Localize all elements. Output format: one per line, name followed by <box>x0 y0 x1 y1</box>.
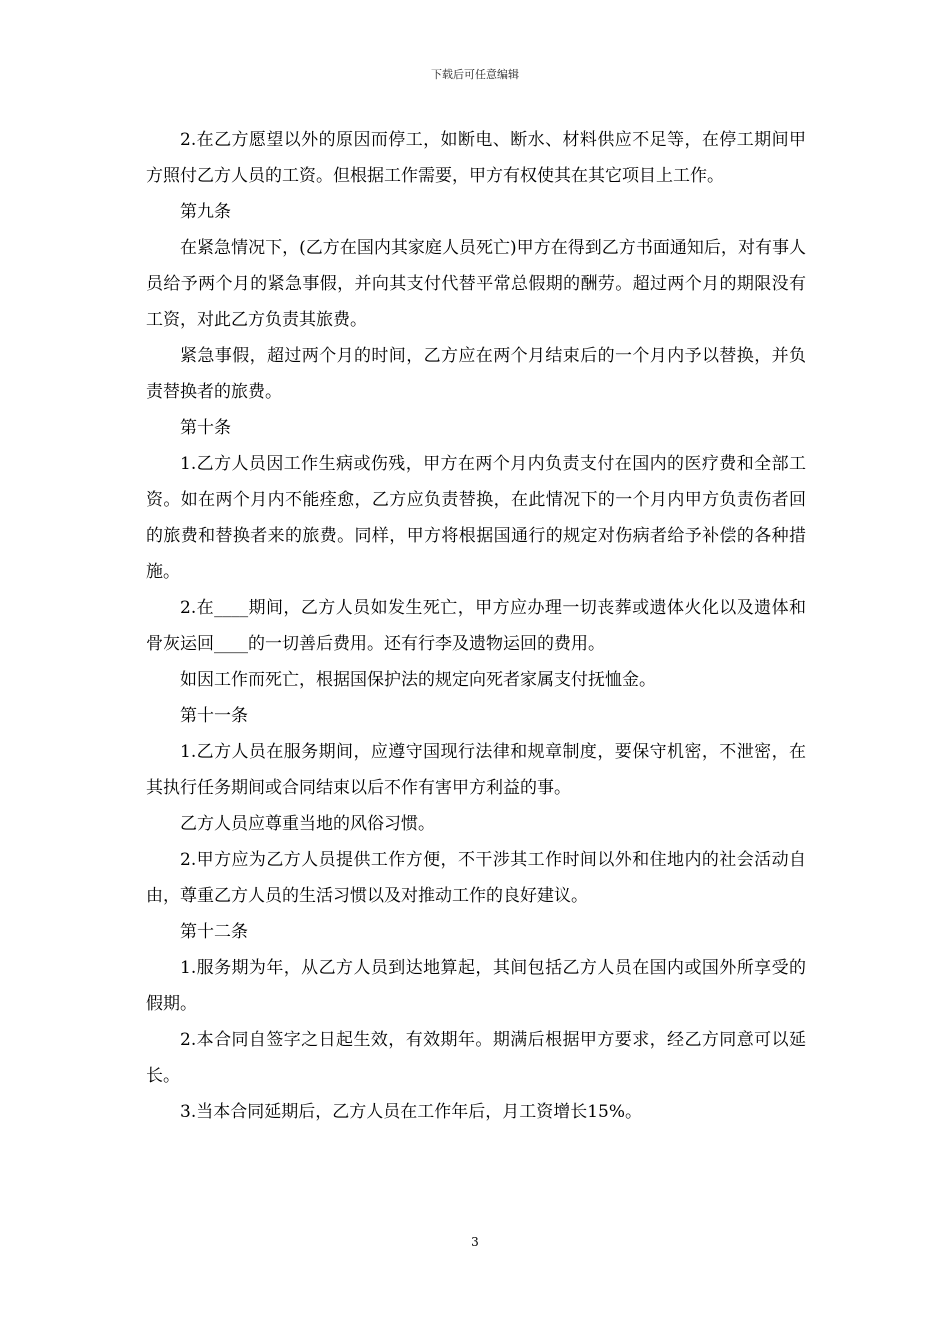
document-body <box>146 122 806 1130</box>
paragraph: 1.乙方人员因工作生病或伤残，甲方在两个月内负责支付在国内的医疗费和全部工资。如在两个月内不能痊愈，乙方应负责替换，在此情况下的一个月内甲方负责伤者回的旅费和替换者来的旅费。同样，甲方将根据国通行的规定对伤病者给予补偿的各种措施。 <box>146 454 806 582</box>
paragraph: 3.当本合同延期后，乙方人员在工作年后，月工资增长15%。 <box>180 1102 643 1122</box>
section-heading: 第九条 <box>180 202 231 222</box>
paragraph: 1.服务期为年，从乙方人员到达地算起，其间包括乙方人员在国内或国外所享受的假期。 <box>146 958 806 1014</box>
paragraph: 在紧急情况下，(乙方在国内其家庭人员死亡)甲方在得到乙方书面通知后，对有事人员给予两个月的紧急事假，并向其支付代替平常总假期的酬劳。超过两个月的期限没有工资，对此乙方负责其旅费。 <box>146 238 806 330</box>
paragraph: 2.在乙方愿望以外的原因而停工，如断电、断水、材料供应不足等，在停工期间甲方照付乙方人员的工资。但根据工作需要，甲方有权使其在其它项目上工作。 <box>146 130 806 186</box>
section-heading: 第十二条 <box>180 922 248 942</box>
section-heading: 第十条 <box>180 418 231 438</box>
paragraph: 如因工作而死亡，根据国保护法的规定向死者家属支付抚恤金。 <box>180 670 656 690</box>
paragraph: 乙方人员应尊重当地的风俗习惯。 <box>180 814 435 834</box>
page-header: 下载后可任意编辑 <box>431 68 519 81</box>
paragraph: 紧急事假，超过两个月的时间，乙方应在两个月结束后的一个月内予以替换，并负责替换者的旅费。 <box>146 346 806 402</box>
paragraph: 2.在____期间，乙方人员如发生死亡，甲方应办理一切丧葬或遗体火化以及遗体和骨灰运回____的一切善后费用。还有行李及遗物运回的费用。 <box>146 598 806 654</box>
paragraph: 1.乙方人员在服务期间，应遵守国现行法律和规章制度，要保守机密，不泄密，在其执行任务期间或合同结束以后不作有害甲方利益的事。 <box>146 742 806 798</box>
paragraph: 2.甲方应为乙方人员提供工作方便，不干涉其工作时间以外和住地内的社会活动自由，尊重乙方人员的生活习惯以及对推动工作的良好建议。 <box>146 850 806 906</box>
page-number: 3 <box>471 1235 479 1249</box>
paragraph: 2.本合同自签字之日起生效，有效期年。期满后根据甲方要求，经乙方同意可以延长。 <box>146 1030 806 1086</box>
section-heading: 第十一条 <box>180 706 248 726</box>
